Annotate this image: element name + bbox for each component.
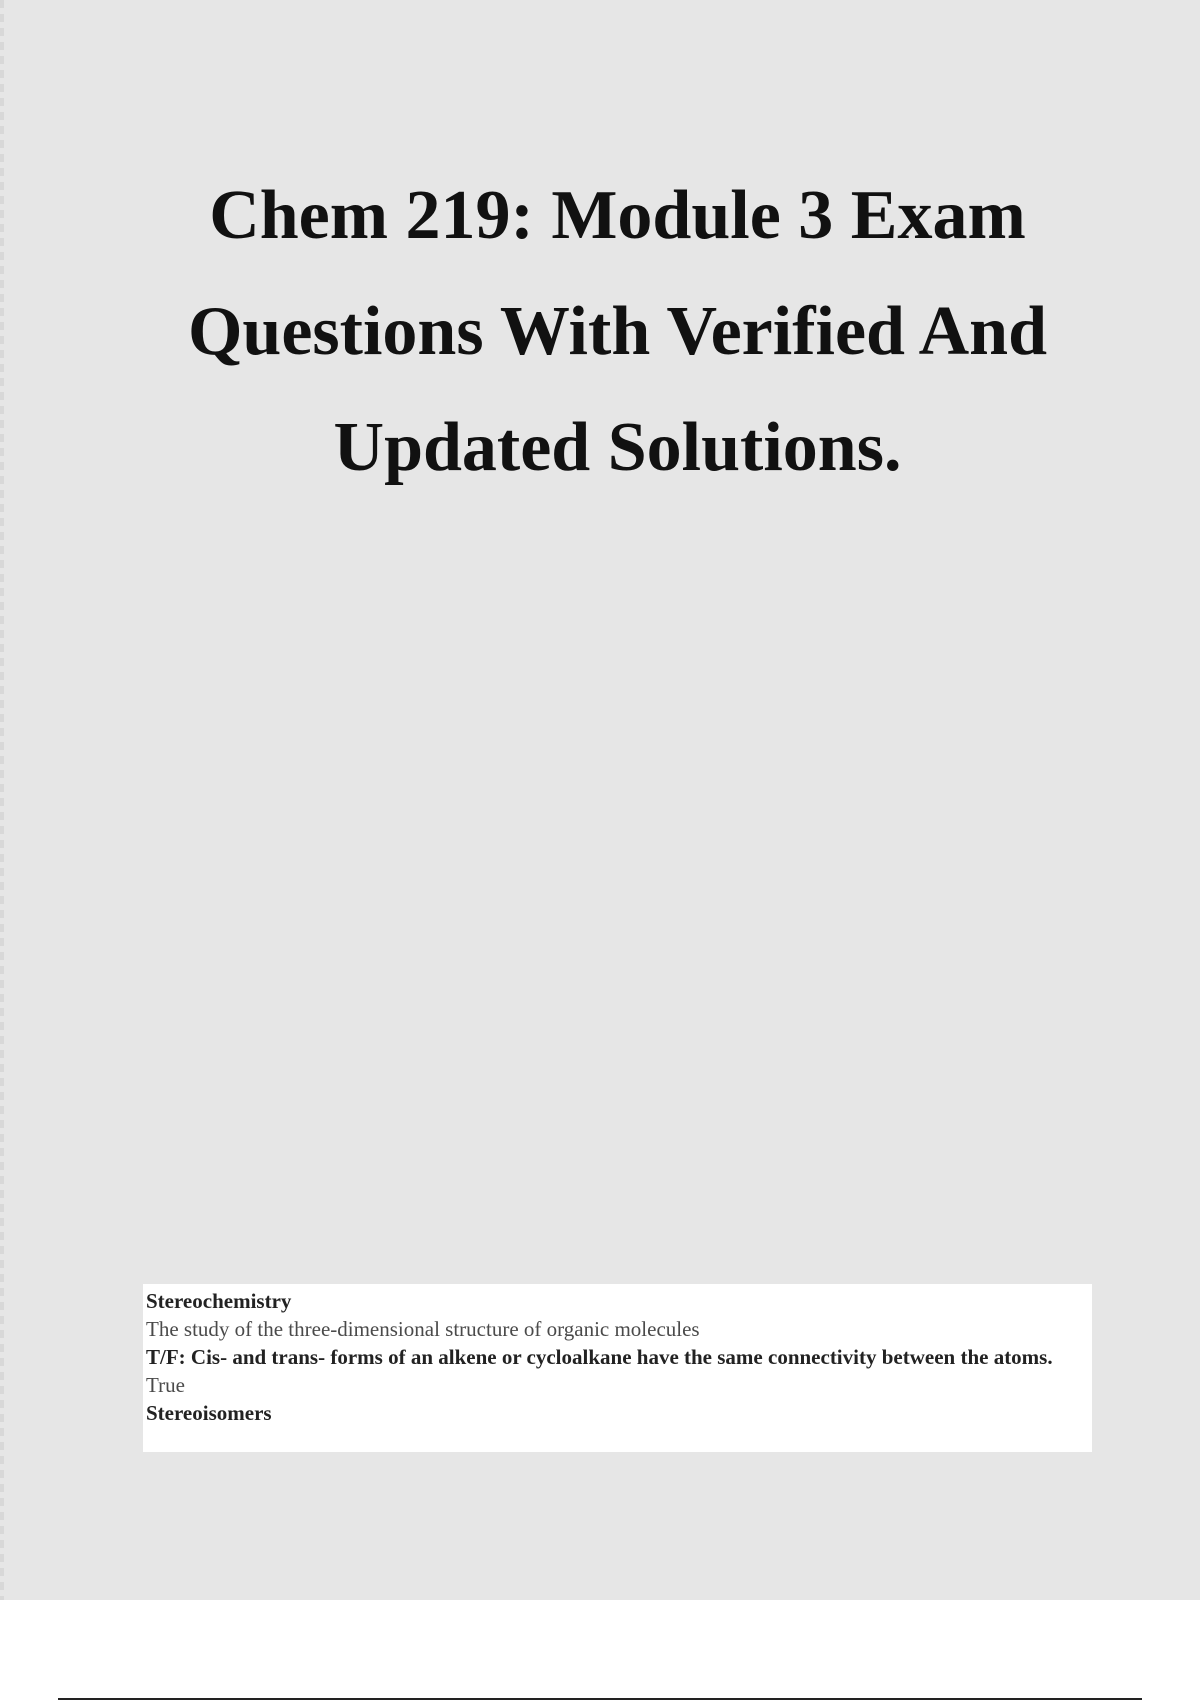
term-stereochemistry: Stereochemistry (146, 1289, 292, 1313)
answer-cis-trans: True (146, 1373, 185, 1397)
page-edge-decoration (0, 0, 4, 1600)
title-line: Questions With Verified And (187, 293, 1048, 370)
flashcard-preview (143, 1284, 1092, 1452)
title-line: Chem 219: Module 3 Exam (209, 177, 1026, 254)
question-cis-trans: T/F: Cis- and trans- forms of an alkene or cycloalkane have the same connectivity between the atoms. (146, 1345, 1053, 1369)
definition-stereochemistry: The study of the three-dimensional structure of organic molecules (146, 1317, 700, 1341)
term-stereoisomers: Stereoisomers (146, 1401, 272, 1425)
document-title (120, 158, 1115, 506)
title-line: Updated Solutions. (333, 409, 902, 486)
